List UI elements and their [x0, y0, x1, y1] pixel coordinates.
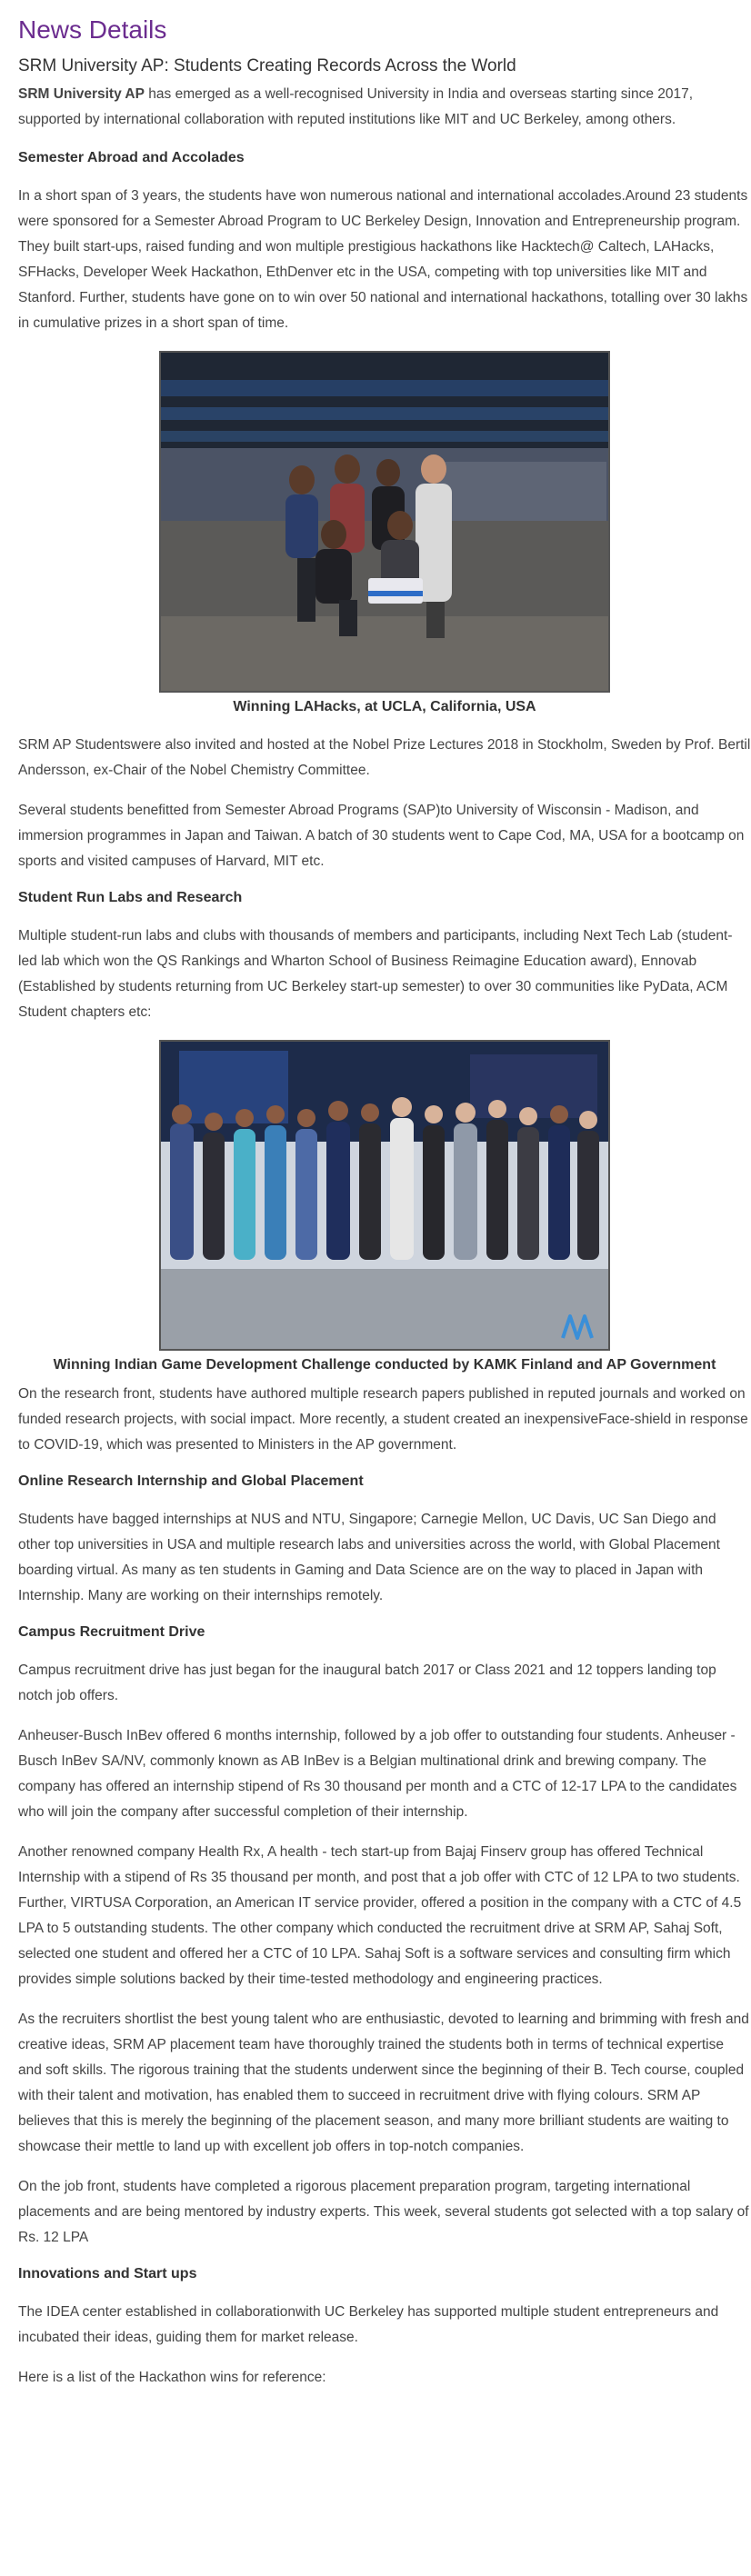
section-heading-internship: Online Research Internship and Global Placement	[18, 1473, 364, 1489]
figure-game-dev	[18, 1040, 751, 1376]
intro-lead-rest: has emerged as a well-recognised University in India and overseas starting since 2017, supported by international collaboration with reputed institutions like MIT and UC Berkeley, among others.	[18, 86, 694, 127]
section-heading-student-labs: Student Run Labs and Research	[18, 890, 243, 905]
innovations-paragraph-1: The IDEA center established in collaborationwith UC Berkeley has supported multiple student entrepreneurs and incubated their ideas, guiding them for market release.	[18, 2304, 719, 2345]
innovations-paragraph-2: Here is a list of the Hackathon wins for reference:	[18, 2370, 326, 2385]
section-heading-campus-recruitment: Campus Recruitment Drive	[18, 1624, 205, 1640]
game-dev-photo	[159, 1040, 610, 1351]
article-title: SRM University AP: Students Creating Records Across the World	[18, 56, 516, 75]
lahacks-photo	[159, 351, 610, 693]
semester-abroad-paragraph-2: SRM AP Studentswere also invited and hosted at the Nobel Prize Lectures 2018 in Stockholm, Sweden by Prof. Bertil Andersson, ex-Chair of the Nobel Chemistry Committee.	[18, 737, 751, 778]
campus-recruitment-paragraph-1: Campus recruitment drive has just began for the inaugural batch 2017 or Class 2021 and 12 toppers landing top notch job offers.	[18, 1662, 716, 1703]
game-dev-photo-illustration	[161, 1042, 608, 1349]
lahacks-photo-illustration	[161, 353, 608, 691]
figure-lahacks	[18, 351, 751, 718]
semester-abroad-paragraph-1: In a short span of 3 years, the students have won numerous national and international accolades.Around 23 students were sponsored for a Semester Abroad Program to UC Berkeley Design, Innovation and Entrepreneurship program. They built start-ups, raised funding and won multiple prestigious hackathons like Hacktech@ Caltech, LAHacks, SFHacks, Developer Week Hackathon, EthDenver etc in the USA, competing with top universities like MIT and Stanford. Further, students have gone on to win over 50 national and international hackathons, totalling over 30 lakhs in cumulative prizes in a short span of time.	[18, 188, 748, 331]
internship-paragraph-1: Students have bagged internships at NUS and NTU, Singapore; Carnegie Mellon, UC Davis, UC San Diego and other top universities in USA and multiple research labs and universities across the world, with Global Placement boarding virtual. As many as ten students in Gaming and Data Science are on the way to placed in Japan with Internship. Many are working on their internships remotely.	[18, 1512, 720, 1603]
section-heading-innovations: Innovations and Start ups	[18, 2266, 197, 2281]
campus-recruitment-paragraph-3: Another renowned company Health Rx, A health - tech start-up from Bajaj Finserv group has offered Technical Internship with a stipend of Rs 35 thousand per month, and post that a job offer with CTC of 12 LPA to two students. Further, VIRTUSA Corporation, an American IT service provider, offered a position in the company with a CTC of 4.5 LPA to 5 outstanding students. The other company which conducted the recruitment drive at SRM AP, Sahaj Soft, selected one student and offered her a CTC of 10 LPA. Sahaj Soft is a software services and consulting firm which provides simple solutions backed by their time-tested methodology and engineering practices.	[18, 1844, 742, 1987]
student-labs-paragraph-1: Multiple student-run labs and clubs with thousands of members and participants, including Next Tech Lab (student-led lab which won the QS Rankings and Wharton School of Business Reimagine Education award), Ennovab (Established by students returning from UC Berkeley start-up semester) to over 30 communities like PyData, ACM Student chapters etc:	[18, 928, 733, 1020]
intro-lead-bold: SRM University AP	[18, 86, 145, 102]
figure-lahacks-caption: Winning LAHacks, at UCLA, California, USA	[233, 699, 536, 714]
ntl-logo-icon	[561, 1313, 597, 1340]
student-labs-paragraph-2: On the research front, students have authored multiple research papers published in reputed journals and worked on funded research projects, with social impact. More recently, a student created an inexpensiveFace-shield in response to COVID-19, which was presented to Ministers in the AP government.	[18, 1386, 748, 1453]
section-heading-semester-abroad: Semester Abroad and Accolades	[18, 150, 245, 165]
intro-paragraph	[18, 82, 751, 133]
news-details-heading: News Details	[18, 15, 167, 44]
campus-recruitment-paragraph-5: On the job front, students have completed a rigorous placement preparation program, targeting international placements and are being mentored by industry experts. This week, several students got selected with a top salary of Rs. 12 LPA	[18, 2179, 749, 2245]
figure-game-dev-caption: Winning Indian Game Development Challenge conducted by KAMK Finland and AP Government	[53, 1357, 716, 1373]
campus-recruitment-paragraph-2: Anheuser-Busch InBev offered 6 months internship, followed by a job offer to outstanding four students. Anheuser -Busch InBev SA/NV, commonly known as AB InBev is a Belgian multinational drink and brewing company. The company has offered an internship stipend of Rs 30 thousand per month and a CTC of 12-17 LPA to the candidates who will join the company after successful completion of their internship.	[18, 1728, 737, 1820]
campus-recruitment-paragraph-4: As the recruiters shortlist the best young talent who are enthusiastic, devoted to learning and brimming with fresh and creative ideas, SRM AP placement team have thoroughly trained the students both in terms of technical expertise and soft skills. The rigorous training that the students underwent since the beginning of their B. Tech course, coupled with their talent and motivation, has enabled them to succeed in recruitment drive with flying colours. SRM AP believes that this is merely the beginning of the placement season, and many more brilliant students are waiting to showcase their mettle to land up with excellent job offers in top-notch companies.	[18, 2012, 749, 2154]
semester-abroad-paragraph-3: Several students benefitted from Semester Abroad Programs (SAP)to University of Wisconsin - Madison, and immersion programmes in Japan and Taiwan. A batch of 30 students went to Cape Cod, MA, USA for a bootcamp on sports and visited campuses of Harvard, MIT etc.	[18, 803, 745, 869]
